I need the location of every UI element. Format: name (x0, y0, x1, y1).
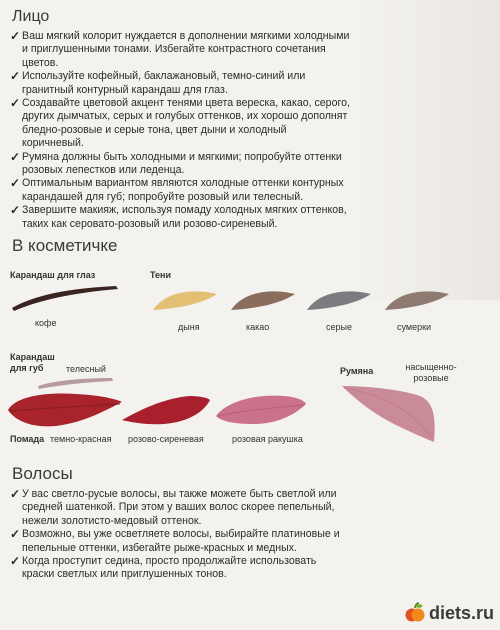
shadow-swatch-dusk (382, 286, 452, 312)
blush-title: Румяна (340, 366, 374, 376)
eye-pencil-caption: кофе (35, 318, 57, 328)
lipstick-swatch-pink-shell (214, 392, 308, 426)
hair-tips-list (10, 488, 340, 582)
blush-caption: насыщенно-розовые (405, 362, 457, 383)
list-item: ✓ Ваш мягкий колорит нуждается в дополнении мягкими холодными и приглушенными тонами. Избегайте контрастного сочетания цветов. (10, 29, 350, 69)
section-heading-face: Лицо (12, 8, 50, 25)
check-icon: ✓ (10, 203, 21, 218)
check-icon: ✓ (10, 149, 21, 164)
check-icon: ✓ (10, 29, 21, 43)
lipstick-swatch-dark-red (6, 388, 124, 430)
list-item: ✓ Оптимальным вариантом являются холодные оттенки контурных карандашей для губ; попробуйте розовый или телесный. (10, 176, 344, 203)
check-icon: ✓ (10, 96, 21, 111)
list-item: ✓ Когда проступит седина, просто продолжайте использовать краски светлых или приглушенных тонов. (10, 554, 317, 581)
eye-pencil-swatch (10, 284, 120, 312)
shadow-swatch-gray (304, 286, 374, 312)
face-tips-list (10, 30, 350, 231)
list-item: ✓ Румяна должны быть холодными и мягкими; попробуйте оттенки розовых лепестков или леденца. (10, 149, 342, 177)
eye-pencil-title: Карандаш для глаз (10, 270, 96, 280)
check-icon: ✓ (10, 487, 21, 501)
list-item: ✓ У вас светло-русые волосы, вы также можете быть светлой или средней шатенкой. При этом у ваших волос скорее пепельный, нежели золотисто-медовый оттенок. (10, 487, 337, 527)
lip-pencil-title: Карандаш для губ (10, 352, 55, 373)
shadow-swatch-cocoa (228, 286, 298, 312)
lipstick-caption-pink-shell: розовая ракушка (232, 434, 303, 444)
shadow-caption-cocoa: какао (246, 322, 270, 332)
blush-swatch (340, 380, 438, 446)
apple-icon (404, 602, 426, 624)
check-icon: ✓ (10, 554, 21, 569)
check-icon: ✓ (10, 527, 21, 542)
section-heading-cosmetics: В косметичке (12, 236, 118, 255)
eye-pencil-stroke (12, 286, 118, 311)
lipstick-swatch-rose-lilac (120, 392, 212, 426)
section-heading-hair: Волосы (12, 464, 73, 483)
list-item: ✓ Создавайте цветовой акцент тенями цвета вереска, какао, серого, других дымчатых, серых и голубых оттенков, их хорошо дополнят бледно-розовые и серые тона, цвет дыни и холодный коричневый. (10, 96, 350, 150)
lipstick-caption-dark-red: темно-красная (50, 434, 112, 444)
faded-background-overlay (350, 0, 500, 300)
list-item: ✓ Возможно, вы уже осветляете волосы, выбирайте платиновые и пепельные оттенки, избегайте рыже-красных и медных. (10, 527, 340, 554)
watermark-logo (404, 602, 494, 624)
check-icon: ✓ (10, 69, 21, 84)
list-item: ✓ Завершите макияж, используя помаду холодных мягких оттенков, таких как серовато-розовый или розово-сиреневый. (10, 203, 347, 230)
list-item: ✓ Используйте кофейный, баклажановый, темно-синий или гранитный контурный карандаш для глаз. (10, 69, 306, 96)
watermark-text: diets.ru (428, 602, 494, 623)
shadow-caption-gray: серые (326, 322, 352, 332)
shadow-swatch-melon (150, 286, 220, 312)
lipstick-caption-rose-lilac: розово-сиреневая (128, 434, 204, 444)
shadow-caption-melon: дыня (178, 322, 200, 332)
lipstick-title: Помада (10, 434, 45, 444)
shadows-title: Тени (150, 270, 172, 280)
check-icon: ✓ (10, 176, 21, 191)
shadow-caption-dusk: сумерки (397, 322, 432, 332)
lip-pencil-caption: телесный (66, 364, 106, 374)
